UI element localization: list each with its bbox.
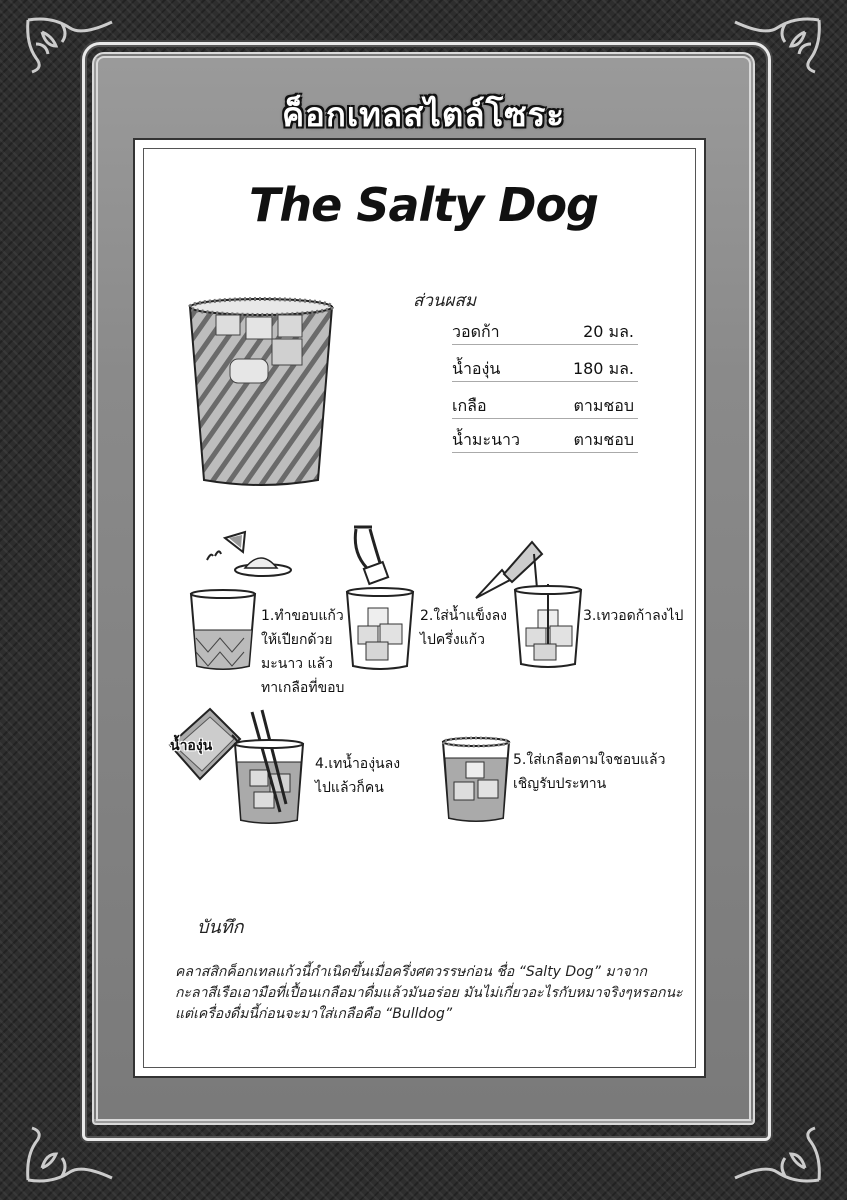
step-1-text: 1.ทำขอบแก้ว ให้เปียกด้วย มะนาว แล้ว ทาเกลือที่ขอบ	[261, 608, 345, 696]
ingredient-amount: ตามชอบ	[573, 396, 634, 415]
ornament-bottom-right-icon	[729, 1126, 825, 1186]
ice-tongs-icon	[348, 525, 398, 587]
ingredient-name: เกลือ	[452, 396, 487, 415]
ingredient-name: วอดก้า	[452, 322, 500, 341]
glass-step5-icon	[440, 736, 512, 824]
ingredient-amount: ตามชอบ	[573, 430, 634, 449]
step-3-text: 3.เทวอดก้าลงไป	[583, 608, 684, 624]
glass-step1-icon	[188, 588, 258, 672]
ingredient-name: น้ำองุ่น	[452, 359, 501, 378]
ingredient-amount: 180 มล.	[572, 359, 634, 378]
ingredient-row	[452, 424, 638, 453]
step-5-text: 5.ใส่เกลือตามใจชอบแล้ว เชิญรับประทาน	[513, 752, 666, 792]
ornament-top-left-icon	[22, 14, 118, 74]
step-4-text: 4.เทน้ำองุ่นลง ไปแล้วก็คน	[315, 756, 401, 796]
glass-step2-icon	[344, 586, 416, 672]
ingredient-row	[452, 353, 638, 382]
salty-dog-glass-icon	[186, 295, 336, 490]
ingredient-name: น้ำมะนาว	[452, 430, 520, 449]
ingredient-row	[452, 390, 638, 419]
ingredients-heading: ส่วนผสม	[413, 291, 477, 311]
series-title: ค็อกเทลสไตล์โซระ	[281, 95, 566, 134]
glass-step4-icon	[232, 708, 306, 826]
ornament-bottom-left-icon	[22, 1126, 118, 1186]
step-2-text: 2.ใส่น้ำแข็งลง ไปครึ่งแก้ว	[420, 608, 508, 648]
ornament-top-right-icon	[729, 14, 825, 74]
ingredient-row	[452, 316, 638, 345]
juice-pack-label: น้ำองุ่น	[170, 738, 213, 754]
lime-and-salt-icon	[205, 530, 295, 580]
ingredient-amount: 20 มล.	[583, 322, 634, 341]
glass-step3-icon	[512, 584, 584, 670]
notes-heading: บันทึก	[197, 917, 244, 938]
notes-body: คลาสสิกค็อกเทลแก้วนี้กำเนิดขึ้นเมื่อครึ่งศตวรรษก่อน ชื่อ “Salty Dog” มาจากกะลาสีเรือเอามือที่เปื้อนเกลือมาดื่มแล้วมันอร่อย มันไม่เกี่ยวอะไรกับหมาจริงๆหรอกนะ แต่เครื่องดื่มนี้ก่อนจะมาใส่เกลือคือ “Bulldog”	[175, 964, 683, 1022]
recipe-title: The Salty Dog	[249, 178, 598, 232]
